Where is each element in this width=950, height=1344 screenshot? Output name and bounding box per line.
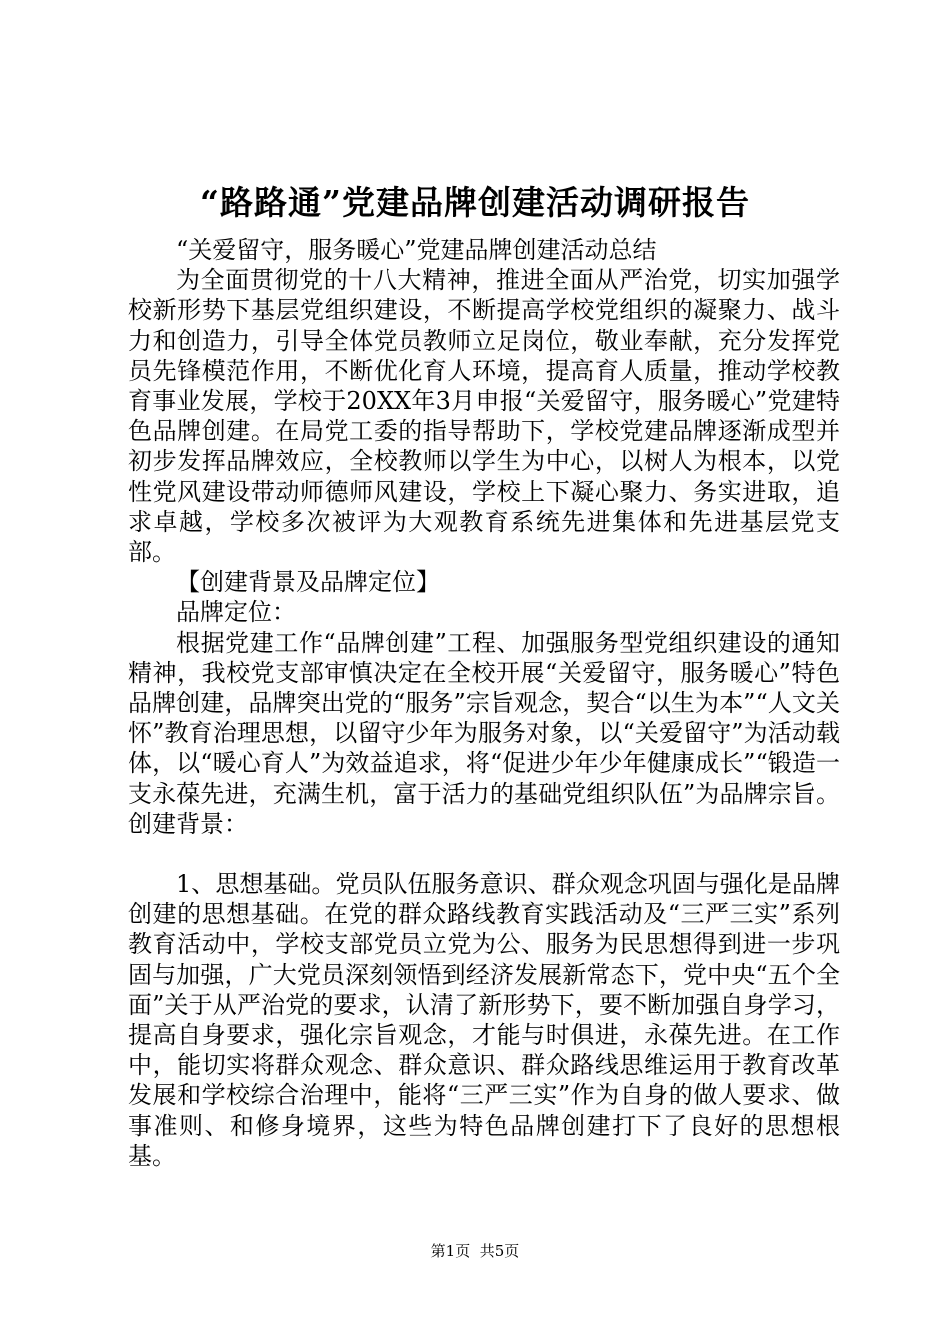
page-total: 共5页	[479, 1242, 520, 1260]
page-number: 第1页	[430, 1242, 471, 1260]
page-footer	[0, 1241, 950, 1261]
section-heading: 【创建背景及品牌定位】	[176, 568, 440, 597]
brand-positioning-paragraph: 根据党建工作“品牌创建”工程、加强服务型党组织建设的通知精神，我校党支部审慎决定在全校开展“关爱留守，服务暖心”特色品牌创建，品牌突出党的“服务”宗旨观念，契合“以生为本”“人文关怀”教育治理思想，以留守少年为服务对象，以“关爱留守”为活动载体，以“暖心育人”为效益追求，将“促进少年少年健康成长”“锻造一支永葆先进，充满生机，富于活力的基础党组织队伍”为品牌宗旨。创建背景：	[128, 628, 840, 838]
document-title: “路路通”党建品牌创建活动调研报告	[200, 183, 750, 222]
brand-positioning-label: 品牌定位：	[176, 598, 296, 627]
intro-paragraph: 为全面贯彻党的十八大精神，推进全面从严治党，切实加强学校新形势下基层党组织建设，不断提高学校党组织的凝聚力、战斗力和创造力，引导全体党员教师立足岗位，敬业奉献，充分发挥党员先锋模范作用，不断优化育人环境，提高育人质量，推动学校教育事业发展，学校于20XX年3月申报“关爱留守，服务暖心”党建特色品牌创建。在局党工委的指导帮助下，学校党建品牌逐渐成型并初步发挥品牌效应，全校教师以学生为中心，以树人为根本，以党性党风建设带动师德师风建设，学校上下凝心聚力、务实进取，追求卓越，学校多次被评为大观教育系统先进集体和先进基层党支部。	[128, 266, 840, 567]
document-body	[128, 235, 840, 1171]
subtitle-paragraph: “关爱留守，服务暖心”党建品牌创建活动总结	[176, 236, 657, 264]
ideological-basis-paragraph: 1、思想基础。党员队伍服务意识、群众观念巩固与强化是品牌创建的思想基础。在党的群众路线教育实践活动及“三严三实”系列教育活动中，学校支部党员立党为公、服务为民思想得到进一步巩固与加强，广大党员深刻领悟到经济发展新常态下，党中央“五个全面”关于从严治党的要求，认清了新形势下，要不断加强自身学习，提高自身要求，强化宗旨观念，才能与时俱进，永葆先进。在工作中，能切实将群众观念、群众意识、群众路线思维运用于教育改革发展和学校综合治理中，能将“三严三实”作为自身的做人要求、做事准则、和修身境界，这些为特色品牌创建打下了良好的思想根基。	[128, 870, 840, 1170]
